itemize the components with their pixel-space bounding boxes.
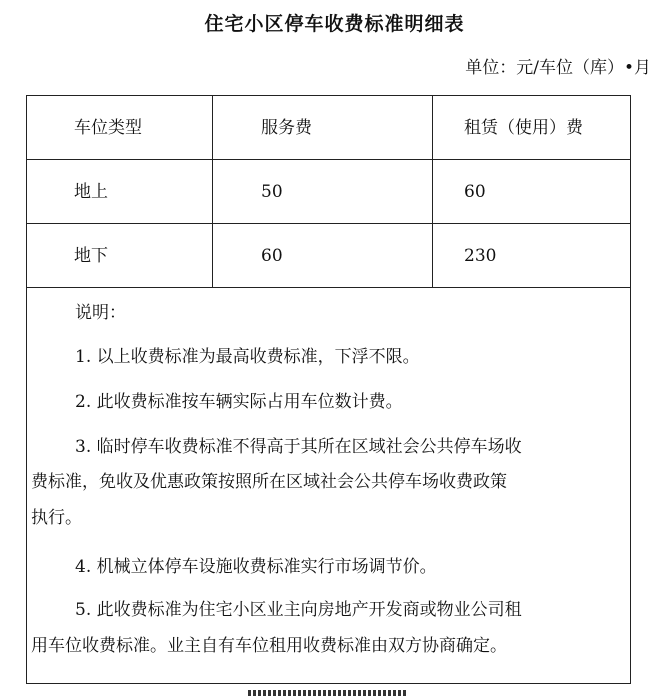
cell-parking-type: 地上 [74, 182, 108, 202]
note-line: 4. 机械立体停车设施收费标准实行市场调节价。 [75, 557, 437, 577]
note-line: 2. 此收费标准按车辆实际占用车位数计费。 [75, 392, 403, 412]
cell-parking-type: 地下 [74, 246, 108, 266]
cell-service-fee: 50 [261, 182, 283, 202]
cell-service-fee: 60 [261, 246, 283, 266]
note-line: 1. 以上收费标准为最高收费标准，下浮不限。 [75, 347, 420, 367]
note-line: 用车位收费标准。业主自有车位租用收费标准由双方协商确定。 [31, 636, 507, 656]
cropped-text-fragment [248, 690, 408, 696]
table-header-row [27, 96, 630, 160]
header-service-fee: 服务费 [261, 118, 312, 138]
fee-table [26, 95, 631, 684]
unit-label: 单位：元/车位（库）•月 [465, 58, 651, 78]
column-divider [212, 96, 213, 287]
notes-section [27, 288, 630, 683]
note-line: 费标准，免收及优惠政策按照所在区域社会公共停车场收费政策 [31, 472, 507, 492]
table-row [27, 160, 630, 224]
cell-rental-fee: 230 [464, 246, 497, 266]
note-line: 3. 临时停车收费标准不得高于其所在区域社会公共停车场收 [75, 437, 522, 457]
table-row [27, 224, 630, 288]
cell-rental-fee: 60 [464, 182, 486, 202]
header-parking-type: 车位类型 [74, 118, 142, 138]
document-title: 住宅小区停车收费标准明细表 [204, 13, 465, 35]
note-line: 执行。 [31, 508, 82, 528]
note-line: 5. 此收费标准为住宅小区业主向房地产开发商或物业公司租 [75, 600, 522, 620]
header-rental-fee: 租赁（使用）费 [464, 118, 583, 138]
notes-heading: 说明： [75, 303, 126, 323]
column-divider [432, 96, 433, 287]
